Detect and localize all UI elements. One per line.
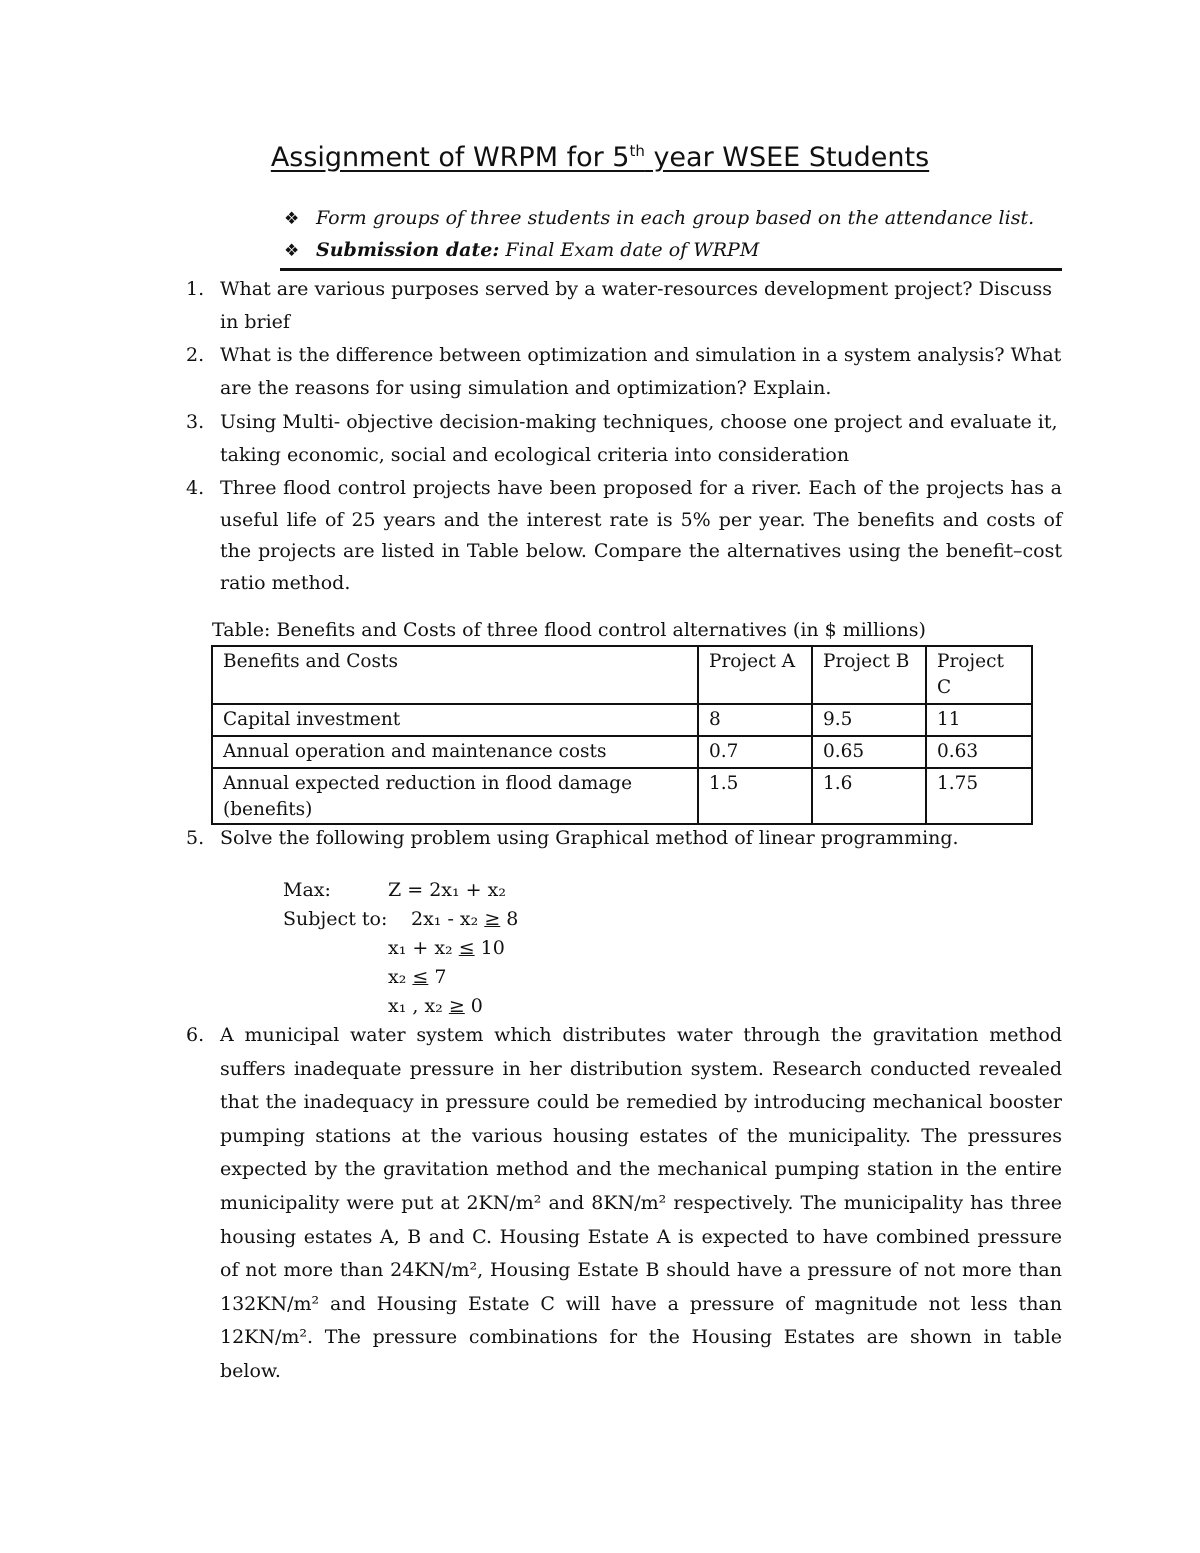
table-cell: Annual expected reduction in flood damage (benefits)	[212, 768, 698, 824]
table-cell: 8	[698, 704, 812, 736]
page-title: Assignment of WRPM for 5th year WSEE Students	[270, 142, 930, 173]
question-3: 3. Using Multi- objective decision-making techniques, choose one project and evaluate it, taking economic, social and ecological criteria into consideration	[186, 411, 1058, 466]
table-cell: 1.5	[698, 768, 812, 824]
question-2: 2. What is the difference between optimization and simulation in a system analysis? What are the reasons for using simulation and optimization? Explain.	[186, 344, 1062, 399]
question-1: 1. What are various purposes served by a water-resources development project? Discuss in brief	[186, 278, 1053, 333]
table-cell: 11	[926, 704, 1032, 736]
lp-constraint-row: Subject to: 2x₁ - x₂ ≥ 8	[283, 908, 519, 930]
table-cell: 0.65	[812, 736, 926, 768]
table-cell: 1.75	[926, 768, 1032, 824]
table-row	[212, 736, 1032, 768]
table-cell: 1.6	[812, 768, 926, 824]
instructions-list	[284, 207, 1064, 271]
table-row	[212, 768, 1032, 824]
table-cell: Annual operation and maintenance costs	[212, 736, 698, 768]
table-header-cell: Project B	[812, 646, 926, 704]
table-header-cell: Project A	[698, 646, 812, 704]
diamond-bullet-icon: ❖	[284, 241, 300, 261]
benefit-cost-table	[211, 645, 1033, 825]
table-cell: 0.7	[698, 736, 812, 768]
table-row	[212, 704, 1032, 736]
question-4: 4. Three flood control projects have been proposed for a river. Each of the projects has a useful life of 25 years and the interest rate is 5% per year. The benefits and costs of the projects are listed in Table below. Compare the alternatives using the benefit–cost ratio method.	[186, 477, 1062, 594]
lp-objective-row: Max: Z = 2x₁ + x₂	[283, 879, 506, 901]
table-header-cell: Benefits and Costs	[212, 646, 698, 704]
table-header-cell: Project C	[926, 646, 1032, 704]
lp-constraint-row: x₂ ≤ 7	[388, 966, 447, 988]
instruction-submission: ❖ Submission date: Final Exam date of WRPM	[284, 239, 760, 261]
divider-rule	[280, 268, 1062, 271]
instruction-groups: ❖ Form groups of three students in each group based on the attendance list.	[284, 207, 1035, 229]
lp-constraint-row: x₁ , x₂ ≥ 0	[388, 995, 483, 1017]
table-header-row	[212, 646, 1032, 704]
table-cell: 0.63	[926, 736, 1032, 768]
linear-program	[283, 876, 519, 1021]
lp-constraint-row: x₁ + x₂ ≤ 10	[388, 937, 505, 959]
question-6: 6. A municipal water system which distributes water through the gravitation method suffers inadequate pressure in her distribution system. Research conducted revealed that the inadequacy in pressure could be remedied by introducing mechanical booster pumping stations at the various housing estates of the municipality. The pressures expected by the gravitation method and the mechanical pumping station in the entire municipality were put at 2KN/m² and 8KN/m² respectively. The municipality has three housing estates A, B and C. Housing Estate A is expected to have combined pressure of not more than 24KN/m², Housing Estate B should have a pressure of not more than 132KN/m² and Housing Estate C will have a pressure of magnitude not less than 12KN/m². The pressure combinations for the Housing Estates are shown in table below.	[186, 1024, 1062, 1382]
table-caption: Table: Benefits and Costs of three flood control alternatives (in $ millions)	[212, 619, 926, 641]
table-cell: 9.5	[812, 704, 926, 736]
diamond-bullet-icon: ❖	[284, 209, 300, 229]
table-cell: Capital investment	[212, 704, 698, 736]
question-5: 5. Solve the following problem using Graphical method of linear programming.	[186, 827, 959, 849]
